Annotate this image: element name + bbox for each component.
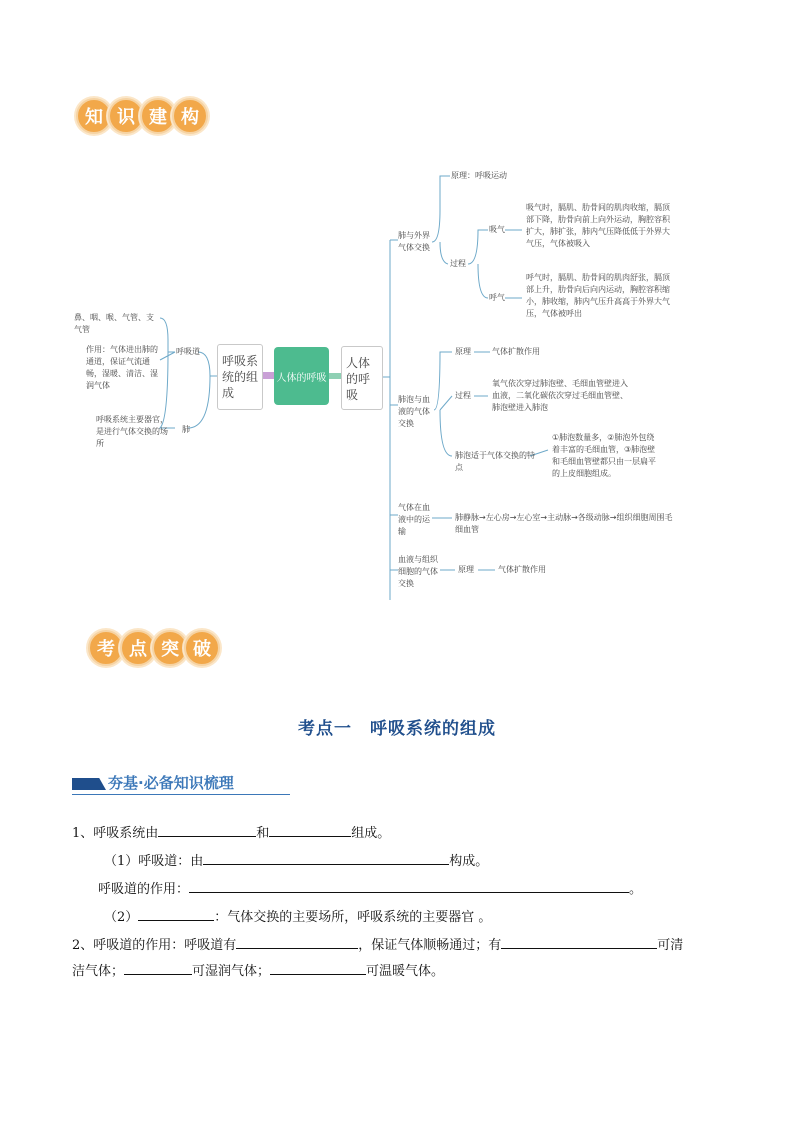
exam-point-heading: 考点一 呼吸系统的组成 (298, 719, 496, 739)
blank[interactable] (138, 906, 214, 921)
q2-text-f: 可温暖气体。 (366, 964, 445, 979)
blank[interactable] (189, 878, 629, 893)
blank[interactable] (270, 960, 366, 975)
inhale-text: 吸气时，膈肌、肋骨间的肌肉收缩，膈顶部下降，肋骨向前上向外运动，胸腔容积扩大，肺扩张，肺内气压降低低于外界大气压，气体被吸入 (526, 203, 670, 248)
blank[interactable] (124, 960, 192, 975)
q2-text-d: 洁气体； (72, 964, 125, 979)
airway-function-text-b: 。 (629, 882, 643, 897)
exhale-text: 呼气时，膈肌、肋骨间的肌肉舒张，膈顶部上升，肋骨向后向内运动，胸腔容积缩小，肺收缩，肺内气压升高高于外界大气压，气体被呼出 (526, 273, 670, 318)
q2-text-a: 2、呼吸道的作用：呼吸道有 (72, 938, 237, 953)
q1-text-a: 1、呼吸系统由 (72, 826, 159, 841)
question-1-line (72, 822, 390, 841)
root-label: 人体的呼吸 (276, 372, 327, 384)
branch-blood-transport: 气体在血液中的运输 (398, 503, 430, 536)
branch-blood-tissue-exchange: 血液与组织细胞的气体交换 (398, 555, 438, 588)
b1-principle: 原理：呼吸运动 (451, 171, 507, 180)
b3-text: 肺静脉→左心房→左心室→主动脉→各级动脉→组织细胞周围毛细血管 (455, 513, 673, 534)
lung-description-text: 呼吸系统主要器官，是进行气体交换的场所 (96, 415, 168, 448)
b2-feature-label: 肺泡适于气体交换的特点 (455, 451, 535, 472)
section-band (72, 778, 106, 790)
airway-parts-text: 鼻、咽、喉、气管、支气管 (74, 313, 154, 334)
question-2-line (72, 934, 683, 953)
section-header (72, 772, 290, 796)
blank[interactable] (501, 934, 657, 949)
b2-principle-label: 原理 (455, 347, 471, 356)
q1-1-text-b: 构成。 (449, 854, 489, 869)
branch-alveoli-blood-exchange: 肺泡与血液的气体交换 (398, 395, 430, 428)
root-node (274, 347, 329, 405)
b2-process-text: 氧气依次穿过肺泡壁、毛细血管壁进入血液，二氧化碳依次穿过毛细血管壁、肺泡壁进入肺泡 (492, 379, 628, 412)
badge-char: 识 (108, 98, 144, 134)
badge-char: 突 (152, 630, 188, 666)
section-rule (72, 794, 290, 795)
q1-text-b: 和 (256, 826, 270, 841)
airway-label: 呼吸道 (176, 347, 200, 356)
respiratory-composition-node (217, 344, 263, 410)
question-1-1-line (104, 850, 488, 869)
q1-2-text-b: ：气体交换的主要场所，呼吸系统的主要器官 。 (214, 910, 492, 925)
badge-char: 考 (88, 630, 124, 666)
exam-breakthrough-badge (88, 630, 216, 666)
b2-process-label: 过程 (455, 391, 471, 400)
badge-char: 建 (140, 98, 176, 134)
b2-principle-value: 气体扩散作用 (492, 347, 540, 356)
badge-char: 点 (120, 630, 156, 666)
airway-function-text-a: 呼吸道的作用： (98, 882, 190, 897)
blank[interactable] (158, 822, 256, 837)
human-respiration-node (341, 346, 383, 410)
q1-2-text-a: （2） (104, 910, 139, 925)
q1-text-c: 组成。 (351, 826, 391, 841)
airway-function-text: 作用：气体进出肺的通道，保证气流通畅，湿暖、清洁、湿润气体 (86, 345, 158, 390)
q2-text-c: 可清 (657, 938, 684, 953)
branch-lung-outside-exchange: 肺与外界气体交换 (398, 231, 430, 252)
question-1-2-line (104, 906, 491, 925)
blank[interactable] (236, 934, 358, 949)
b1-process-label: 过程 (450, 259, 466, 268)
section-label: 夯基·必备知识梳理 (108, 774, 234, 792)
respiratory-composition-label: 呼吸系统的组成 (222, 354, 259, 400)
human-respiration-label: 人体的呼吸 (346, 356, 371, 402)
inhale-label: 吸气 (489, 225, 505, 234)
badge-char: 知 (76, 98, 112, 134)
b4-principle-value: 气体扩散作用 (498, 565, 546, 574)
q2-text-e: 可湿润气体； (192, 964, 271, 979)
badge-char: 构 (172, 98, 208, 134)
b2-feature-text: ①肺泡数量多，②肺泡外包绕着丰富的毛细血管，③肺泡壁和毛细血管壁都只由一层扁平的上皮细胞组成。 (552, 433, 656, 478)
blank[interactable] (203, 850, 449, 865)
lung-label: 肺 (182, 425, 190, 434)
q2-text-b: ，保证气体顺畅通过；有 (358, 938, 502, 953)
question-2-cont-line (72, 960, 444, 979)
blank[interactable] (269, 822, 351, 837)
q1-1-text-a: （1）呼吸道：由 (104, 854, 204, 869)
badge-char: 破 (184, 630, 220, 666)
b4-principle-label: 原理 (458, 565, 474, 574)
airway-function-line (98, 878, 642, 897)
exhale-label: 呼气 (489, 293, 505, 302)
